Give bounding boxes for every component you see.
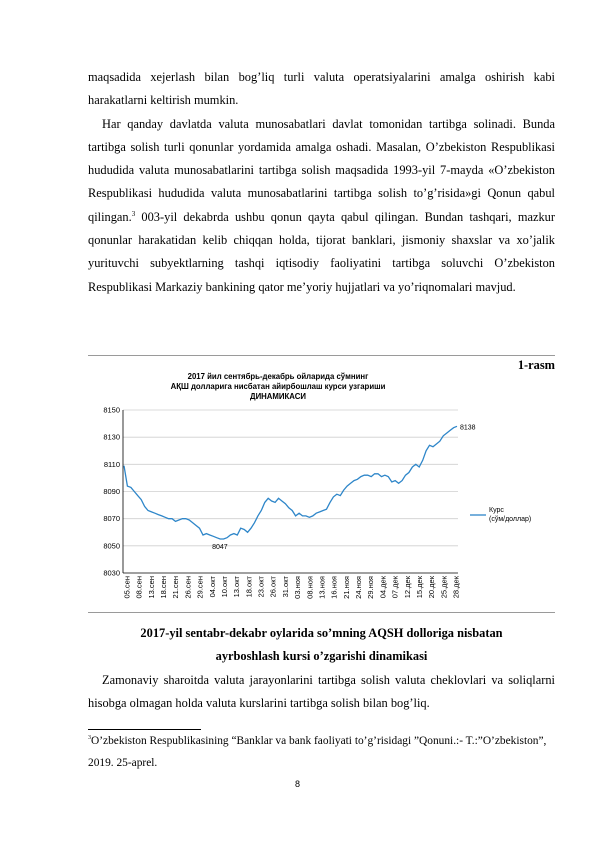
x-tick-label: 21.ноя — [341, 576, 351, 599]
x-tick-label: 31.окт — [280, 576, 290, 598]
paragraph-2-part-1: Har qanday davlatda valuta munosabatlari davlat tomonidan tartibga solinadi. Bunda tartibga solish turli qonunlar yordamida amalga oshadi. Masalan, O’zbekiston Respublikasi hududida valuta munosabatlarini tartibga solish maqsadida 1993-yil 7-mayda «O’zbekiston Respublikasi hududida valuta munosabatlarini tartibga solish to’g’risida»gi Qonun qabul qilingan. — [88, 116, 555, 224]
x-tick-label: 28.дек — [451, 576, 461, 599]
y-tick-label: 8110 — [103, 459, 120, 469]
x-tick-label: 04.окт — [207, 576, 217, 598]
chart-title-line-2: АҚШ долларига нисбатан айирбошлаш курси узгариши — [170, 382, 386, 391]
x-tick-label: 05.сен — [122, 576, 132, 599]
x-tick-label: 13.ноя — [317, 576, 327, 599]
footnote-reference: 3 — [131, 209, 136, 218]
y-tick-label: 8030 — [103, 568, 120, 578]
chart-grid — [123, 410, 458, 573]
legend-label-line-2: (сўм/доллар) — [489, 516, 532, 523]
annotation-min-value: 8047 — [212, 544, 228, 552]
chart-svg — [88, 366, 555, 610]
footnote-number: 3 — [88, 735, 91, 742]
x-tick-label: 18.окт — [244, 576, 254, 598]
y-tick-label: 8050 — [103, 541, 120, 551]
x-tick-label: 25.дек — [439, 576, 449, 599]
x-tick-label: 10.окт — [219, 576, 229, 598]
x-tick-label: 24.ноя — [354, 576, 364, 599]
body-text-2 — [88, 669, 555, 716]
chart-y-axis — [103, 406, 123, 578]
series-line-kurs — [124, 426, 457, 539]
x-tick-label: 15.дек — [414, 576, 424, 599]
x-tick-label: 07.дек — [390, 576, 400, 599]
x-tick-label: 04.дек — [378, 576, 388, 599]
chart-x-axis — [123, 575, 461, 599]
x-tick-label: 26.окт — [268, 576, 278, 598]
x-tick-label: 29.ноя — [366, 576, 376, 599]
x-tick-label: 12.дек — [402, 576, 412, 599]
body-text — [88, 66, 555, 299]
x-tick-label: 08.сен — [134, 576, 144, 599]
footnote-separator — [88, 729, 201, 730]
figure-caption-line-1: 2017-yil sentabr-dekabr oylarida so’mning AQSH dolloriga nisbatan — [140, 626, 503, 640]
figure-bottom-rule — [88, 612, 555, 613]
footnote — [88, 731, 555, 774]
figure-top-rule — [88, 355, 555, 356]
x-tick-label: 29.сен — [195, 576, 205, 599]
x-tick-label: 26.сен — [183, 576, 193, 599]
paragraph-2-part-2: 003-yil dekabrda ushbu qonun qayta qabul qilingan. Bundan tashqari, mazkur qonunlar harakatidan kelib chiqqan holda, tijorat banklari, jismoniy shaxslar va xo’jalik yurituvchi subyektlarning tashqi iqtisodiy faoliyatini tartibga soluvchi O’zbekiston Respublikasi Markaziy bankining qator me’yoriy hujjatlari va yo’riqnomalari mavjud. — [88, 209, 555, 294]
x-tick-label: 20.дек — [427, 576, 437, 599]
y-tick-label: 8150 — [103, 405, 120, 415]
x-tick-label: 03.ноя — [293, 576, 303, 599]
x-tick-label: 13.сен — [146, 576, 156, 599]
figure-caption-line-2: ayrboshlash kursi o’zgarishi dinamikasi — [215, 649, 428, 663]
x-tick-label: 23.окт — [256, 576, 266, 598]
x-tick-label: 18.сен — [159, 576, 169, 599]
y-tick-label: 8090 — [103, 487, 120, 496]
paragraph-3: Zamonaviy sharoitda valuta jarayonlarini tartibga solish valuta cheklovlari va soliqlarni hisobga olmagan holda valuta kurslarini tartibga solish bilan bog’liq. — [88, 673, 555, 711]
legend-label-line-1: Курс — [489, 507, 504, 514]
figure-label: 1-rasm — [517, 358, 555, 372]
paragraph-1: maqsadida xejerlash bilan bog’liq turli valuta operatsiyalarini amalga oshirish kabi harakatlarni keltirish mumkin. — [88, 70, 555, 108]
y-tick-label: 8070 — [103, 514, 120, 524]
chart-title-line-3: ДИНАМИКАСИ — [250, 392, 306, 401]
x-tick-label: 21.сен — [171, 576, 181, 599]
annotation-last-value: 8138 — [460, 424, 476, 432]
x-tick-label: 13.окт — [232, 576, 242, 598]
y-tick-label: 8130 — [103, 432, 120, 442]
x-tick-label: 16.ноя — [329, 576, 339, 599]
footnote-text: O’zbekiston Respublikasining “Banklar va bank faoliyati to’g’risidagi ”Qonuni.:- T.:”O’zbekiston”, 2019. 25-aprel. — [88, 735, 547, 769]
x-tick-label: 08.ноя — [305, 576, 315, 599]
page-number: 8 — [294, 779, 300, 789]
exchange-rate-chart — [88, 366, 555, 610]
paragraph-2 — [88, 113, 555, 299]
chart-title-line-1: 2017 йил сентябрь-декабрь ойларида сўмнинг — [187, 372, 369, 381]
